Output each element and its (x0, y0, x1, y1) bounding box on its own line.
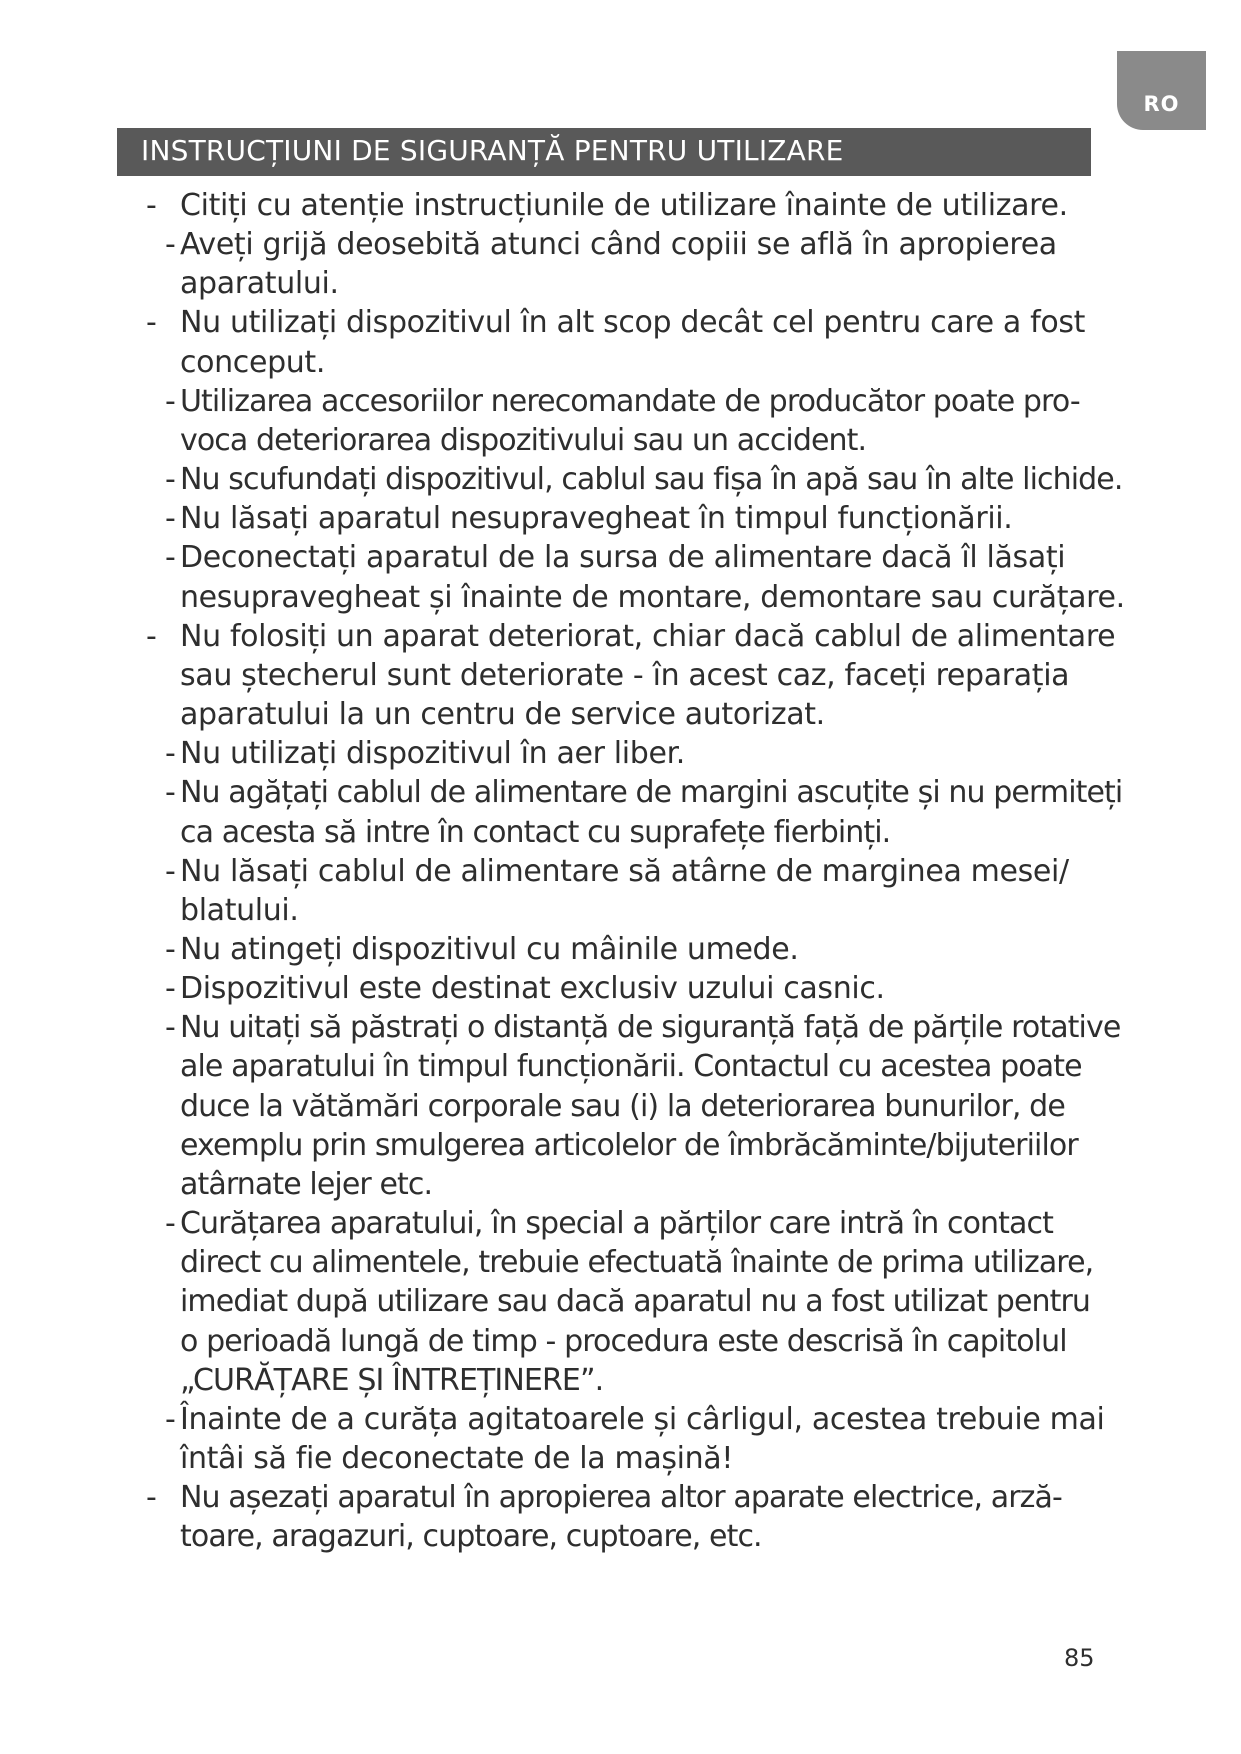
bullet-dash: - (165, 1010, 175, 1046)
item-line: Dispozitivul este destinat exclusiv uzului casnic. (180, 971, 885, 1007)
item-line: Nu scufundați dispozitivul, cablul sau fișa în apă sau în alte lichide. (180, 462, 1123, 498)
list-item (140, 382, 1140, 460)
bullet-dash: - (165, 775, 175, 811)
bullet-dash: - (165, 931, 176, 967)
safety-instructions-list (140, 186, 1140, 1556)
item-line: exemplu prin smulgerea articolelor de îmbrăcăminte/bijuteriilor (180, 1127, 1078, 1163)
bullet-dash: - (165, 971, 176, 1007)
list-item (140, 930, 1140, 969)
bullet-dash: - (165, 501, 176, 537)
item-line: toare, aragazuri, cuptoare, cuptoare, etc. (180, 1519, 762, 1555)
item-line: aparatului la un centru de service autorizat. (180, 697, 825, 733)
item-line: duce la vătămări corporale sau (i) la deteriorarea bunurilor, de (180, 1088, 1065, 1124)
list-item (140, 499, 1140, 538)
list-item (140, 1400, 1140, 1478)
bullet-dash: - (165, 540, 176, 576)
item-line: voca deteriorarea dispozitivului sau un accident. (180, 422, 867, 458)
bullet-dash: - (146, 188, 157, 223)
item-line: nesupravegheat și înainte de montare, demontare sau curățare. (180, 579, 1125, 615)
item-line: conceput. (180, 344, 326, 380)
item-line: Nu agățați cablul de alimentare de margini ascuțite și nu permiteți (180, 775, 1123, 811)
item-line: Nu utilizați dispozitivul în aer liber. (180, 736, 685, 772)
item-line: Înainte de a curăța agitatoarele și cârligul, acestea trebuie mai (180, 1401, 1105, 1437)
bullet-dash: - (165, 1206, 175, 1242)
item-line: aparatului. (180, 266, 339, 302)
item-line: Nu lăsați aparatul nesupravegheat în timpul funcționării. (180, 501, 1013, 537)
item-line: Citiți cu atenție instrucțiunile de utilizare înainte de utilizare. (180, 188, 1068, 223)
item-line: Nu așezați aparatul în apropierea altor aparate electrice, arză- (180, 1480, 1062, 1516)
item-line: o perioadă lungă de timp - procedura este descrisă în capitolul (180, 1323, 1067, 1359)
list-item (140, 1478, 1140, 1556)
item-line: Deconectați aparatul de la sursa de alimentare dacă îl lăsați (180, 540, 1066, 576)
list-item (140, 538, 1140, 616)
item-line: direct cu alimentele, trebuie efectuată înainte de prima utilizare, (180, 1245, 1094, 1281)
list-item (140, 303, 1140, 381)
list-item (140, 969, 1140, 1008)
bullet-dash: - (165, 853, 176, 889)
list-item (140, 852, 1140, 930)
item-line: întâi să fie deconectate de la mașină! (180, 1441, 734, 1476)
item-line: Nu utilizați dispozitivul în alt scop decât cel pentru care a fost (180, 305, 1086, 341)
bullet-dash: - (165, 1401, 176, 1437)
item-line: ale aparatului în timpul funcționării. Contactul cu acestea poate (180, 1049, 1082, 1085)
item-line: Aveți grijă deosebită atunci când copiii se află în apropierea (180, 227, 1057, 263)
bullet-dash: - (146, 618, 157, 654)
item-line: sau ștecherul sunt deteriorate - în acest caz, faceți reparația (180, 657, 1070, 693)
list-item (140, 773, 1140, 851)
list-item (140, 186, 1140, 225)
list-item (140, 1204, 1140, 1400)
list-item (140, 617, 1140, 734)
bullet-dash: - (146, 305, 157, 341)
bullet-dash: - (165, 383, 175, 419)
item-line: „CURĂȚARE ȘI ÎNTREȚINERE”. (180, 1362, 604, 1398)
bullet-dash: - (165, 736, 176, 772)
item-line: ca acesta să intre în contact cu suprafețe fierbinți. (180, 814, 891, 850)
item-line: Nu uitați să păstrați o distanță de siguranță față de părțile rotative (180, 1010, 1121, 1046)
item-line: blatului. (180, 892, 299, 928)
list-item (140, 225, 1140, 303)
item-line: Nu atingeți dispozitivul cu mâinile umede. (180, 931, 799, 967)
list-item (140, 734, 1140, 773)
item-line: Utilizarea accesoriilor nerecomandate de producător poate pro- (180, 383, 1080, 419)
language-tab: RO (1117, 51, 1206, 130)
bullet-dash: - (146, 1480, 156, 1516)
bullet-dash: - (165, 462, 175, 498)
list-item (140, 460, 1140, 499)
item-line: Nu folosiți un aparat deteriorat, chiar dacă cablul de alimentare (180, 618, 1116, 654)
item-line: atârnate lejer etc. (180, 1166, 433, 1202)
section-title: INSTRUCȚIUNI DE SIGURANȚĂ PENTRU UTILIZARE (117, 128, 1091, 176)
page-number: 85 (1064, 1644, 1095, 1672)
list-item (140, 1008, 1140, 1204)
item-line: Curățarea aparatului, în special a părților care intră în contact (180, 1206, 1053, 1242)
item-line: Nu lăsați cablul de alimentare să atârne de marginea mesei/ (180, 853, 1069, 889)
item-line: imediat după utilizare sau dacă aparatul nu a fost utilizat pentru (180, 1284, 1091, 1320)
bullet-dash: - (165, 227, 176, 263)
